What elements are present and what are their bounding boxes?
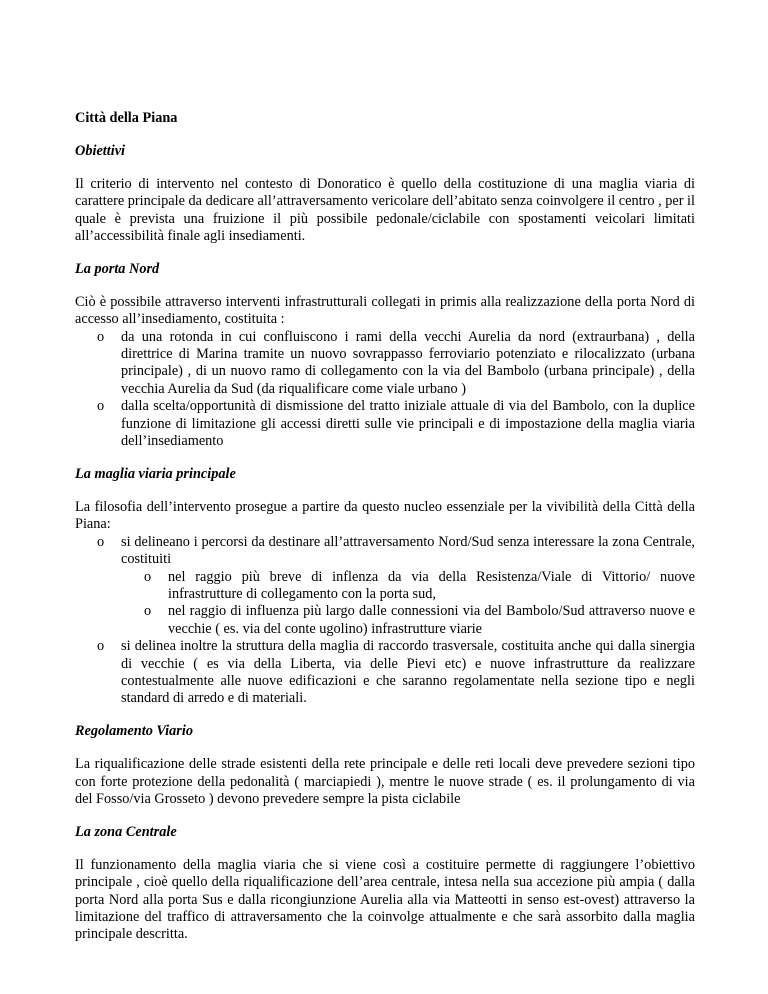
sub-list-item-text: nel raggio di influenza più largo dalle connessioni via del Bambolo/Sud attraverso nuove e vecchie ( es. via del conte ugolino) infrastrutture viarie (168, 603, 695, 637)
sub-list (121, 569, 695, 639)
sub-list-item (75, 569, 695, 604)
heading-porta-nord: La porta Nord (75, 260, 160, 277)
list-item (75, 534, 695, 638)
list-item-text: da una rotonda in cui confluiscono i rami della vecchi Aurelia da nord (extraurbana) , della direttrice di Marina tramite un nuovo sovrappasso ferroviario potenziato e rilocalizzato (urbana principale) , di un nuovo ramo di collegamento con la via del Bambolo (urbana principale) , della vecchia Aurelia da Sud (da riqualificare come viale urbano ) (121, 328, 695, 397)
bullet-marker: o (97, 328, 105, 345)
list-item (75, 638, 695, 708)
list-porta-nord (75, 329, 695, 451)
bullet-marker: o (97, 398, 105, 415)
bullet-marker: o (97, 533, 105, 550)
list-maglia-viaria (75, 534, 695, 708)
sub-list-item (75, 603, 695, 638)
bullet-marker: o (144, 568, 152, 585)
list-item (75, 329, 695, 399)
bullet-marker: o (144, 603, 152, 620)
paragraph-porta-nord: Ciò è possibile attraverso interventi infrastrutturali collegati in primis alla realizzazione della porta Nord di accesso all’insediamento, costituita : (75, 293, 695, 328)
paragraph-maglia-viaria: La filosofia dell’intervento prosegue a partire da questo nucleo essenziale per la vivibilità della Città della Piana: (75, 498, 695, 533)
paragraph-zona-centrale: Il funzionamento della maglia viaria che si viene così a costituire permette di raggiungere l’obiettivo principale , cioè quello della riqualificazione dell’area centrale, intesa nella sua accezione più ampia ( dalla porta Nord alla porta Sus e dalla ricongiunzione Aurelia alla via Matteotti in senso est-ovest) attraverso la limitazione del traffico di attraversamento che la coinvolge attualmente e che sarà assorbito dalla maglia principale descritta. (75, 856, 695, 943)
heading-obiettivi: Obiettivi (75, 142, 126, 159)
heading-maglia-viaria: La maglia viaria principale (75, 466, 236, 482)
sub-list-item-text: nel raggio più breve di inflenza da via della Resistenza/Viale di Vittorio/ nuove infrastrutture di collegamento con la porta sud, (168, 568, 695, 602)
paragraph-regolamento-viario: La riqualificazione delle strade esistenti della rete principale e delle reti locali deve prevedere sezioni tipo con forte protezione della pedonalità ( marciapiedi ), mentre le nuove strade ( es. il prolungamento di via del Fosso/via Grosseto ) devono prevedere sempre la pista ciclabile (75, 756, 695, 807)
list-item-text: si delinea inoltre la struttura della maglia di raccordo trasversale, costituita anche qui dalla sinergia di vecchie ( es via della Liberta, via delle Pievi etc) e nuove infrastrutture da realizzare contestualmente alle nuove edificazioni e che saranno regolamentate nella sezione tipo e negli standard di arredo e di materiali. (121, 638, 695, 707)
document-title: Città della Piana (75, 110, 178, 126)
document-body (75, 110, 695, 959)
paragraph-obiettivi: Il criterio di intervento nel contesto di Donoratico è quello della costituzione di una maglia viaria di carattere principale da dedicare all’attraversamento vericolare dell’abitato senza coinvolgere il centro , per il quale è prevista una fruizione il più possibile pedonale/ciclabile con spostamenti veicolari limitati all’accessibilità finale agli insediamenti. (75, 175, 695, 245)
list-item (75, 398, 695, 450)
bullet-marker: o (97, 638, 105, 655)
heading-regolamento-viario: Regolamento Viario (75, 723, 193, 740)
list-item-text: si delineano i percorsi da destinare all’attraversamento Nord/Sud senza interessare la zona Centrale, costituiti (121, 533, 695, 568)
list-item-text: dalla scelta/opportunità di dismissione del tratto iniziale attuale di via del Bambolo, con la duplice funzione di limitazione gli accessi diretti sulle vie principali e di impostazione della maglia viaria dell’insediamento (121, 398, 695, 450)
heading-zona-centrale: La zona Centrale (75, 823, 177, 840)
